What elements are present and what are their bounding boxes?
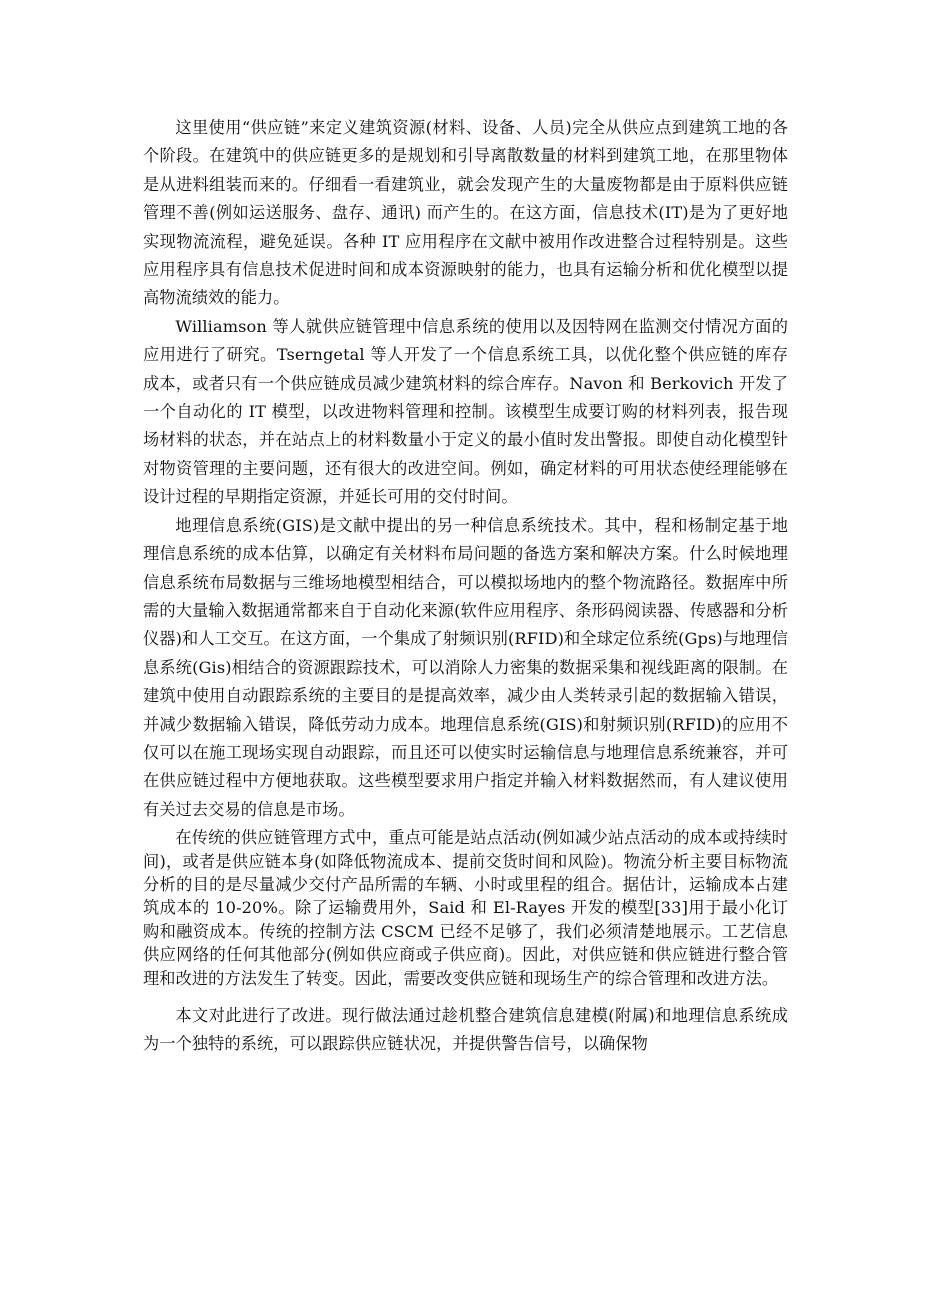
paragraph-traditional-scm: 在传统的供应链管理方式中，重点可能是站点活动(例如减少站点活动的成本或持续时间)，或者是供应链本身(如降低物流成本、提前交货时间和风险)。物流分析主要目标物流分析的目的是尽量减少交付产品所需的车辆、小时或里程的组合。据估计，运输成本占建筑成本的 10-20%。除了运输费用外，Said 和 El-Rayes 开发的模型[33]用于最小化订购和融资成本。传统的控制方法 CSCM 已经不足够了，我们必须清楚地展示。工艺信息供应网络的任何其他部分(例如供应商或子供应商)。因此，对供应链和供应链进行整合管理和改进的方法发生了转变。因此，需要改变供应链和现场生产的综合管理和改进方法。 [143,828,788,988]
paragraph-information-systems: Williamson 等人就供应链管理中信息系统的使用以及因特网在监测交付情况方面的应用进行了研究。Tserngetal 等人开发了一个信息系统工具，以优化整个供应链的库存成本，或者只有一个供应链成员减少建筑材料的综合库存。Navon 和 Berkovich 开发了一个自动化的 IT 模型，以改进物料管理和控制。该模型生成要订购的材料列表，报告现场材料的状态，并在站点上的材料数量小于定义的最小值时发出警报。即使自动化模型针对物资管理的主要问题，还有很大的改进空间。例如，确定材料的可用状态使经理能够在设计过程的早期指定资源，并延长可用的交付时间。 [143,316,788,507]
paragraph-supply-chain-definition: 这里使用“供应链”来定义建筑资源(材料、设备、人员)完全从供应点到建筑工地的各个阶段。在建筑中的供应链更多的是规划和引导离散数量的材料到建筑工地，在那里物体是从进料组装而来的。仔细看一看建筑业，就会发现产生的大量废物都是由于原料供应链管理不善(例如运送服务、盘存、通讯) 而产生的。在这方面，信息技术(IT)是为了更好地实现物流流程，避免延误。各种 IT 应用程序在文献中被用作改进整合过程特别是。这些应用程序具有信息技术促进时间和成本资源映射的能力，也具有运输分析和优化模型以提高物流绩效的能力。 [143,118,788,308]
paragraph-gis-rfid: 地理信息系统(GIS)是文献中提出的另一种信息系统技术。其中，程和杨制定基于地理信息系统的成本估算，以确定有关材料布局问题的备选方案和解决方案。什么时候地理信息系统布局数据与三维场地模型相结合，可以模拟场地内的整个物流路径。数据库中所需的大量输入数据通常都来自于自动化来源(软件应用程序、条形码阅读器、传感器和分析仪器)和人工交互。在这方面，一个集成了射频识别(RFID)和全球定位系统(Gps)与地理信息系统(Gis)相结合的资源跟踪技术，可以消除人力密集的数据采集和视线距离的限制。在建筑中使用自动跟踪系统的主要目的是提高效率，减少由人类转录引起的数据输入错误，并减少数据输入错误，降低劳动力成本。地理信息系统(GIS)和射频识别(RFID)的应用不仅可以在施工现场实现自动跟踪，而且还可以使实时运输信息与地理信息系统兼容，并可在供应链过程中方便地获取。这些模型要求用户指定并输入材料数据然而，有人建议使用有关过去交易的信息是市场。 [143,515,788,819]
document-page [143,114,788,1059]
paragraph-improvement: 本文对此进行了改进。现行做法通过趁机整合建筑信息建模(附属)和地理信息系统成为一个独特的系统，可以跟踪供应链状况，并提供警告信号，以确保物 [143,1006,788,1054]
